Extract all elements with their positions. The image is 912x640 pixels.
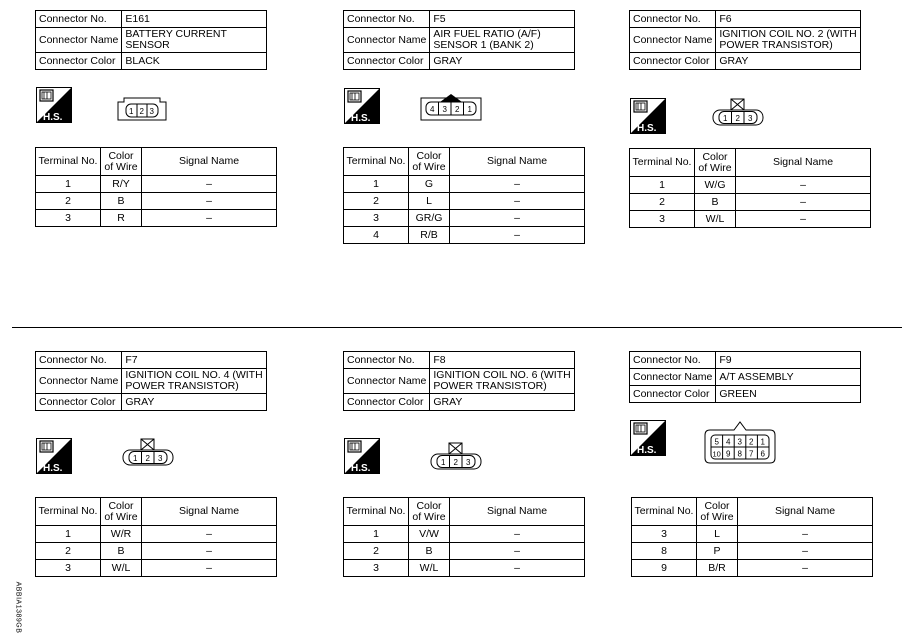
wire-cell: W/L: [409, 560, 450, 577]
connector-color-value: BLACK: [122, 53, 267, 70]
harness-side-icon: [36, 438, 72, 479]
pin-label: 10: [712, 449, 721, 459]
header-terminal-no: Terminal No.: [36, 498, 101, 526]
pin-label: 3: [748, 114, 753, 123]
signal-cell: –: [450, 227, 585, 244]
pin-label: 8: [737, 449, 742, 459]
pin-label: 2: [749, 437, 754, 447]
pin-label: 4: [430, 105, 435, 114]
hs-label: H.S.: [637, 445, 657, 456]
terminal-table-f9: [631, 497, 873, 577]
harness-side-icon: [344, 88, 380, 129]
terminal-cell: 3: [36, 560, 101, 577]
connector-no-value: F8: [430, 352, 575, 369]
pin-label: 9: [726, 449, 731, 459]
section-divider: [12, 327, 902, 328]
signal-cell: –: [450, 526, 585, 543]
wire-cell: B/R: [697, 560, 738, 577]
hs-label: H.S.: [43, 463, 63, 474]
wire-cell: R/B: [409, 227, 450, 244]
connector-block-f7: [35, 351, 267, 411]
pin-label: 1: [133, 454, 138, 463]
pin-label: 1: [441, 458, 446, 467]
connector-no-value: E161: [122, 11, 267, 28]
table-row: [632, 526, 873, 543]
connector-name-value: A/T ASSEMBLY: [716, 369, 861, 386]
table-row: [632, 543, 873, 560]
hs-label: H.S.: [351, 113, 371, 124]
pin-label: 2: [139, 107, 144, 116]
pin-label: 3: [466, 458, 471, 467]
terminal-cell: 8: [632, 543, 697, 560]
signal-cell: –: [142, 210, 277, 227]
pin-label: 6: [760, 449, 765, 459]
pin-label: 1: [760, 437, 765, 447]
label-connector-color: Connector Color: [36, 394, 122, 411]
signal-cell: –: [738, 560, 873, 577]
signal-cell: –: [142, 176, 277, 193]
connector-face-f5: [418, 90, 484, 129]
wire-cell: V/W: [409, 526, 450, 543]
table-row: [344, 176, 585, 193]
wire-cell: P: [697, 543, 738, 560]
connector-no-value: F5: [430, 11, 575, 28]
connector-face-f6: [710, 98, 766, 133]
table-row: [36, 193, 277, 210]
label-connector-no: Connector No.: [344, 352, 430, 369]
connector-no-value: F6: [716, 11, 861, 28]
terminal-cell: 3: [344, 210, 409, 227]
hs-label: H.S.: [351, 463, 371, 474]
table-row: [632, 560, 873, 577]
connector-face-f8: [428, 442, 484, 477]
connector-block-e161: [35, 10, 267, 70]
wire-cell: L: [409, 193, 450, 210]
header-signal-name: Signal Name: [450, 498, 585, 526]
header-signal-name: Signal Name: [142, 148, 277, 176]
label-connector-name: Connector Name: [630, 369, 716, 386]
connector-color-value: GRAY: [430, 53, 575, 70]
pin-label: 1: [467, 105, 472, 114]
harness-side-icon: [630, 98, 666, 139]
label-connector-no: Connector No.: [630, 352, 716, 369]
signal-cell: –: [738, 526, 873, 543]
connector-block-f6: [629, 10, 861, 70]
pin-label: 1: [129, 107, 134, 116]
header-color-of-wire: Color of Wire: [697, 498, 738, 526]
header-terminal-no: Terminal No.: [344, 498, 409, 526]
pin-label: 3: [149, 107, 154, 116]
header-signal-name: Signal Name: [738, 498, 873, 526]
label-connector-color: Connector Color: [36, 53, 122, 70]
pin-label: 2: [735, 114, 740, 123]
terminal-cell: 2: [36, 193, 101, 210]
label-connector-color: Connector Color: [630, 53, 716, 70]
wire-cell: R/Y: [101, 176, 142, 193]
terminal-cell: 1: [36, 526, 101, 543]
table-row: [630, 211, 871, 228]
header-signal-name: Signal Name: [142, 498, 277, 526]
label-connector-no: Connector No.: [344, 11, 430, 28]
terminal-table-f6: [629, 148, 871, 228]
header-color-of-wire: Color of Wire: [101, 498, 142, 526]
label-connector-no: Connector No.: [36, 352, 122, 369]
table-row: [344, 543, 585, 560]
connector-color-value: GREEN: [716, 386, 861, 403]
signal-cell: –: [736, 194, 871, 211]
pin-label: 2: [455, 105, 460, 114]
table-row: [344, 210, 585, 227]
header-terminal-no: Terminal No.: [632, 498, 697, 526]
terminal-table-f7: [35, 497, 277, 577]
terminal-cell: 2: [344, 193, 409, 210]
harness-side-icon: [344, 438, 380, 479]
label-connector-name: Connector Name: [36, 28, 122, 53]
label-connector-color: Connector Color: [344, 394, 430, 411]
document-code: ABBIA1389GB: [14, 581, 22, 634]
terminal-table-f8: [343, 497, 585, 577]
pin-label: 3: [442, 105, 447, 114]
header-terminal-no: Terminal No.: [344, 148, 409, 176]
connector-face-f9: [702, 418, 778, 471]
terminal-cell: 3: [630, 211, 695, 228]
connector-block-f8: [343, 351, 575, 411]
connector-color-value: GRAY: [122, 394, 267, 411]
terminal-cell: 2: [630, 194, 695, 211]
label-connector-no: Connector No.: [630, 11, 716, 28]
wire-cell: B: [695, 194, 736, 211]
header-color-of-wire: Color of Wire: [409, 148, 450, 176]
pin-label: 3: [737, 437, 742, 447]
pin-label: 4: [726, 437, 731, 447]
terminal-cell: 3: [632, 526, 697, 543]
header-color-of-wire: Color of Wire: [409, 498, 450, 526]
table-row: [344, 193, 585, 210]
connector-face-f7: [120, 438, 176, 473]
terminal-cell: 9: [632, 560, 697, 577]
pin-label: 3: [158, 454, 163, 463]
signal-cell: –: [142, 543, 277, 560]
connector-info-table: [35, 10, 267, 70]
pin-label: 7: [749, 449, 754, 459]
label-connector-color: Connector Color: [344, 53, 430, 70]
pin-label: 1: [723, 114, 728, 123]
wire-cell: L: [697, 526, 738, 543]
wire-cell: W/L: [695, 211, 736, 228]
connector-block-f5: [343, 10, 575, 70]
terminal-cell: 3: [36, 210, 101, 227]
pin-label: 2: [453, 458, 458, 467]
connector-color-value: GRAY: [430, 394, 575, 411]
wire-cell: GR/G: [409, 210, 450, 227]
signal-cell: –: [450, 543, 585, 560]
terminal-cell: 3: [344, 560, 409, 577]
connector-name-value: AIR FUEL RATIO (A/F) SENSOR 1 (BANK 2): [430, 28, 575, 53]
wire-cell: W/R: [101, 526, 142, 543]
signal-cell: –: [450, 193, 585, 210]
label-connector-no: Connector No.: [36, 11, 122, 28]
terminal-table-f5: [343, 147, 585, 244]
signal-cell: –: [738, 543, 873, 560]
harness-side-icon: [630, 420, 666, 461]
hs-label: H.S.: [637, 123, 657, 134]
table-row: [36, 526, 277, 543]
label-connector-name: Connector Name: [344, 28, 430, 53]
connector-name-value: IGNITION COIL NO. 2 (WITH POWER TRANSISTOR): [716, 28, 861, 53]
connector-no-value: F7: [122, 352, 267, 369]
terminal-table-e161: [35, 147, 277, 227]
terminal-cell: 1: [630, 177, 695, 194]
connector-name-value: IGNITION COIL NO. 4 (WITH POWER TRANSISTOR): [122, 369, 267, 394]
table-row: [36, 176, 277, 193]
header-signal-name: Signal Name: [450, 148, 585, 176]
header-terminal-no: Terminal No.: [630, 149, 695, 177]
signal-cell: –: [450, 176, 585, 193]
signal-cell: –: [736, 177, 871, 194]
header-color-of-wire: Color of Wire: [695, 149, 736, 177]
connector-block-f9: [629, 351, 861, 403]
connector-name-value: BATTERY CURRENT SENSOR: [122, 28, 267, 53]
terminal-cell: 1: [344, 176, 409, 193]
label-connector-color: Connector Color: [630, 386, 716, 403]
label-connector-name: Connector Name: [630, 28, 716, 53]
pin-label: 2: [145, 454, 150, 463]
header-terminal-no: Terminal No.: [36, 148, 101, 176]
wire-cell: W/G: [695, 177, 736, 194]
label-connector-name: Connector Name: [344, 369, 430, 394]
harness-side-icon: [36, 87, 72, 128]
table-row: [36, 210, 277, 227]
wire-cell: B: [101, 543, 142, 560]
connector-no-value: F9: [716, 352, 861, 369]
terminal-cell: 2: [36, 543, 101, 560]
signal-cell: –: [142, 526, 277, 543]
pin-label: 5: [714, 437, 719, 447]
table-row: [36, 543, 277, 560]
connector-color-value: GRAY: [716, 53, 861, 70]
label-connector-name: Connector Name: [36, 369, 122, 394]
terminal-cell: 2: [344, 543, 409, 560]
table-row: [36, 560, 277, 577]
wire-cell: W/L: [101, 560, 142, 577]
signal-cell: –: [142, 193, 277, 210]
signal-cell: –: [450, 560, 585, 577]
table-row: [344, 560, 585, 577]
terminal-cell: 1: [36, 176, 101, 193]
terminal-cell: 1: [344, 526, 409, 543]
hs-label: H.S.: [43, 112, 63, 123]
wire-cell: R: [101, 210, 142, 227]
table-row: [630, 177, 871, 194]
header-signal-name: Signal Name: [736, 149, 871, 177]
wire-cell: B: [101, 193, 142, 210]
signal-cell: –: [736, 211, 871, 228]
table-row: [630, 194, 871, 211]
wire-cell: G: [409, 176, 450, 193]
signal-cell: –: [142, 560, 277, 577]
signal-cell: –: [450, 210, 585, 227]
connector-name-value: IGNITION COIL NO. 6 (WITH POWER TRANSISTOR): [430, 369, 575, 394]
connector-face-e161: [114, 96, 170, 129]
wire-cell: B: [409, 543, 450, 560]
table-row: [344, 526, 585, 543]
table-row: [344, 227, 585, 244]
header-color-of-wire: Color of Wire: [101, 148, 142, 176]
terminal-cell: 4: [344, 227, 409, 244]
